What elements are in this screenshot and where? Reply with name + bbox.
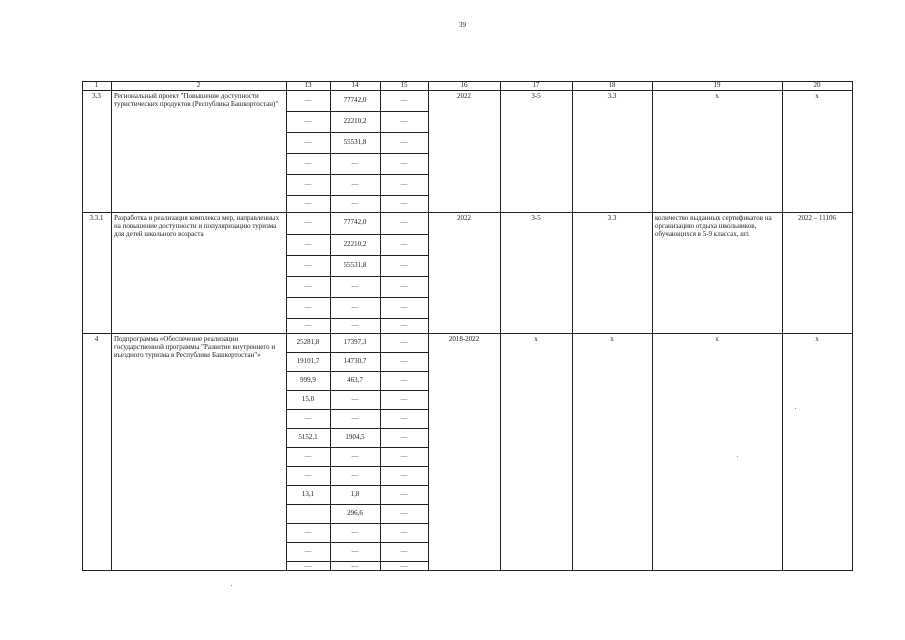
budget-cell: 19101,7 xyxy=(296,356,320,365)
scan-speck xyxy=(795,408,796,409)
budget-cell: 55531,8 xyxy=(343,260,367,269)
year-cell: 2018-2022 xyxy=(448,335,480,343)
grid-line xyxy=(652,81,653,571)
page-number: 39 xyxy=(459,21,466,29)
grid-line xyxy=(111,81,112,571)
budget-cell: — xyxy=(351,451,359,460)
budget-cell: 22210,2 xyxy=(343,239,367,248)
budget-cell: 77742,0 xyxy=(343,95,367,104)
budget-cell: — xyxy=(400,508,408,517)
grid-line xyxy=(82,81,83,571)
budget-cell: — xyxy=(304,527,312,536)
range-cell: 3-5 xyxy=(531,214,541,222)
grid-line xyxy=(286,111,429,112)
budget-cell: — xyxy=(351,158,359,167)
budget-cell: — xyxy=(400,451,408,460)
grid-line xyxy=(428,81,429,571)
grid-line xyxy=(286,466,429,467)
budget-cell: — xyxy=(304,413,312,422)
budget-cell: — xyxy=(400,546,408,555)
budget-cell: — xyxy=(304,218,312,226)
grid-line xyxy=(286,276,429,277)
grid-line xyxy=(286,352,429,353)
budget-cell: — xyxy=(304,158,312,167)
budget-cell: — xyxy=(304,260,312,269)
budget-cell: — xyxy=(351,394,359,403)
grid-line xyxy=(286,447,429,448)
budget-cell: — xyxy=(400,413,408,422)
column-header-19: 19 xyxy=(713,81,721,89)
budget-cell: — xyxy=(400,562,408,570)
budget-cell: — xyxy=(351,470,359,479)
budget-cell: 15,0 xyxy=(301,394,315,403)
budget-cell: — xyxy=(304,546,312,555)
budget-cell: — xyxy=(351,281,359,290)
budget-cell: — xyxy=(351,302,359,311)
budget-cell: — xyxy=(400,375,408,384)
row-name: Региональный проект "Повышение доступности туристических продуктов (Республика Башкортостан)" xyxy=(114,92,279,108)
budget-cell: — xyxy=(400,337,408,346)
goal-cell: 3.3 xyxy=(607,214,617,222)
budget-cell: — xyxy=(400,489,408,498)
grid-line xyxy=(286,504,429,505)
budget-cell: — xyxy=(400,281,408,290)
budget-cell: — xyxy=(351,413,359,422)
budget-cell: — xyxy=(400,239,408,248)
indicator-cell: количество выданных сертификатов на организацию отдыха школьников, обучающихся в 5-9 классах, шт. xyxy=(655,214,772,238)
budget-cell: — xyxy=(400,527,408,536)
budget-cell: — xyxy=(304,179,312,188)
grid-line xyxy=(286,174,429,175)
grid-line xyxy=(286,132,429,133)
budget-cell: — xyxy=(304,239,312,248)
indicator-cell: x xyxy=(715,92,719,100)
budget-cell: — xyxy=(304,137,312,146)
goal-cell: 3.3 xyxy=(607,92,617,100)
budget-cell: 999,9 xyxy=(300,375,316,384)
budget-cell: — xyxy=(400,356,408,365)
budget-table xyxy=(82,81,852,570)
scan-speck xyxy=(231,585,232,586)
row-name: Подпрограмма «Обеспечение реализации государственной программы "Развитие внутреннего и въездного туризма в Республике Башкортостан"» xyxy=(114,335,276,359)
grid-line xyxy=(82,90,853,91)
column-header-14: 14 xyxy=(351,81,359,89)
budget-cell: — xyxy=(351,546,359,555)
budget-cell: — xyxy=(351,527,359,536)
budget-cell: 25281,8 xyxy=(296,337,320,346)
budget-cell: 5152,1 xyxy=(298,432,318,441)
value-cell: x xyxy=(815,335,819,343)
budget-cell: — xyxy=(351,179,359,188)
grid-line xyxy=(286,234,429,235)
grid-line xyxy=(82,333,853,334)
goal-cell: x xyxy=(610,335,614,343)
column-header-13: 13 xyxy=(304,81,312,89)
column-header-2: 2 xyxy=(196,81,201,89)
budget-cell: — xyxy=(400,260,408,269)
budget-cell: — xyxy=(400,470,408,479)
budget-cell: 77742,0 xyxy=(343,218,367,226)
budget-cell: 296,6 xyxy=(347,508,363,517)
budget-cell: — xyxy=(351,562,359,570)
budget-cell: — xyxy=(400,394,408,403)
grid-line xyxy=(500,81,501,571)
budget-cell: 13,1 xyxy=(301,489,315,498)
budget-cell: — xyxy=(304,320,312,329)
grid-line xyxy=(286,390,429,391)
value-cell: 2022 – 11106 xyxy=(798,214,836,222)
grid-line xyxy=(286,428,429,429)
budget-cell: 1,8 xyxy=(350,489,360,498)
grid-line xyxy=(572,81,573,571)
budget-cell: — xyxy=(351,320,359,329)
budget-cell: 55531,8 xyxy=(343,137,367,146)
budget-cell: 17397,3 xyxy=(343,337,367,346)
year-cell: 2022 xyxy=(457,92,471,100)
row-number: 3.3 xyxy=(92,92,101,100)
budget-cell: — xyxy=(400,158,408,167)
row-number: 3.3.1 xyxy=(89,214,104,222)
column-header-16: 16 xyxy=(460,81,468,89)
grid-line xyxy=(782,81,783,571)
grid-line xyxy=(286,371,429,372)
column-header-17: 17 xyxy=(532,81,540,89)
budget-cell: — xyxy=(400,218,408,226)
budget-cell: 1904,5 xyxy=(345,432,365,441)
grid-line xyxy=(286,318,429,319)
budget-cell: — xyxy=(400,302,408,311)
budget-cell: — xyxy=(304,302,312,311)
budget-cell: — xyxy=(304,451,312,460)
budget-cell: — xyxy=(400,116,408,125)
budget-cell: — xyxy=(304,116,312,125)
budget-cell: — xyxy=(400,95,408,104)
grid-line xyxy=(852,81,853,571)
budget-cell: — xyxy=(400,432,408,441)
row-number: 4 xyxy=(94,335,99,343)
grid-line xyxy=(286,485,429,486)
column-header-1: 1 xyxy=(94,81,99,89)
column-header-20: 20 xyxy=(813,81,821,89)
year-cell: 2022 xyxy=(457,214,471,222)
range-cell: 3-5 xyxy=(531,92,541,100)
budget-cell: — xyxy=(304,281,312,290)
budget-cell: 22210,2 xyxy=(343,116,367,125)
grid-line xyxy=(82,570,853,571)
budget-cell: — xyxy=(400,137,408,146)
budget-cell: — xyxy=(400,198,408,207)
value-cell: x xyxy=(815,92,819,100)
column-header-15: 15 xyxy=(400,81,408,89)
column-header-18: 18 xyxy=(608,81,616,89)
scan-speck xyxy=(737,456,738,457)
budget-cell: 463,7 xyxy=(347,375,363,384)
indicator-cell: x xyxy=(715,335,719,343)
grid-line xyxy=(286,523,429,524)
grid-line xyxy=(82,212,853,213)
budget-cell: — xyxy=(400,179,408,188)
grid-line xyxy=(286,153,429,154)
row-name: Разработка и реализация комплекса мер, направленных на повышение доступности и популяризацию туризма для детей школьного возраста xyxy=(114,214,280,238)
budget-cell: — xyxy=(304,470,312,479)
budget-cell: — xyxy=(304,562,312,570)
budget-cell: 14730,7 xyxy=(343,356,367,365)
grid-line xyxy=(286,255,429,256)
budget-cell: — xyxy=(304,95,312,104)
budget-cell: — xyxy=(400,320,408,329)
budget-cell: — xyxy=(351,198,359,207)
grid-line xyxy=(286,297,429,298)
grid-line xyxy=(286,542,429,543)
grid-line xyxy=(286,195,429,196)
budget-cell: — xyxy=(304,198,312,207)
range-cell: x xyxy=(534,335,538,343)
grid-line xyxy=(286,409,429,410)
